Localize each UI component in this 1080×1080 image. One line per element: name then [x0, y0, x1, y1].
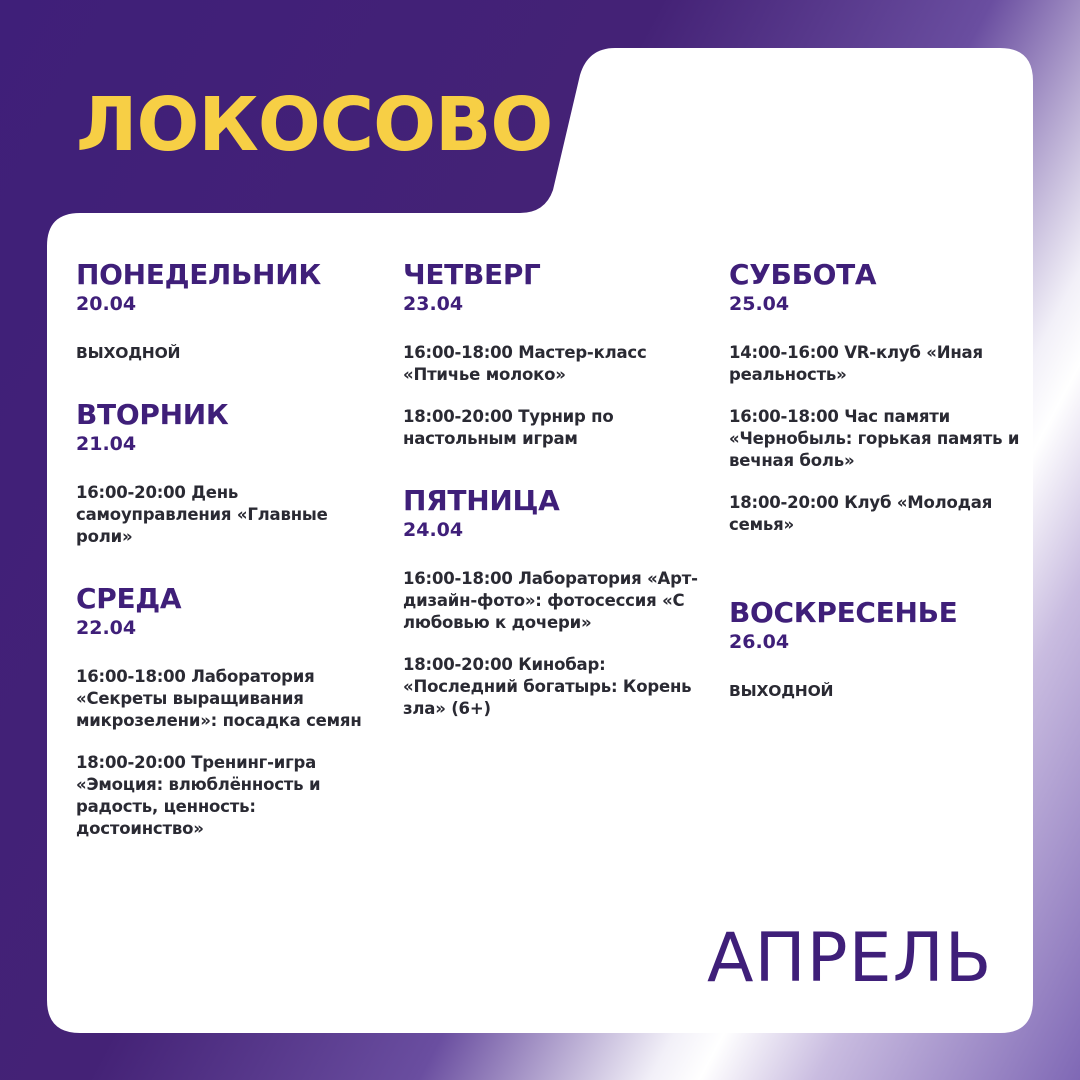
event-item: 16:00-18:00 Лаборатория «Секреты выращивания микрозелени»: посадка семян — [76, 667, 362, 730]
event-item: 14:00-16:00 VR-клуб «Иная реальность» — [729, 343, 983, 384]
event-item: 18:00-20:00 Клуб «Молодая семья» — [729, 493, 993, 534]
day-off-label: ВЫХОДНОЙ — [76, 344, 181, 362]
event-item: 18:00-20:00 Кинобар: «Последний богатырь: Корень зла» (6+) — [403, 655, 692, 718]
schedule-column-1 — [76, 258, 376, 874]
day-date: 26.04 — [729, 631, 790, 653]
day-date: 25.04 — [729, 293, 790, 315]
day-saturday — [729, 258, 1029, 536]
day-name: СРЕДА — [76, 582, 182, 615]
event-item: 18:00-20:00 Турнир по настольным играм — [403, 407, 614, 448]
day-name: ВТОРНИК — [76, 398, 229, 431]
day-date: 20.04 — [76, 293, 137, 315]
event-item: 16:00-18:00 Лаборатория «Арт-дизайн-фото»: фотосессия «С любовью к дочери» — [403, 569, 698, 632]
month-label: АПРЕЛЬ — [707, 919, 993, 998]
event-item: 16:00-20:00 День самоуправления «Главные роли» — [76, 483, 328, 546]
day-name: ЧЕТВЕРГ — [403, 258, 541, 291]
schedule-column-2 — [403, 258, 703, 754]
day-friday — [403, 484, 703, 720]
day-thursday — [403, 258, 703, 450]
day-name: СУББОТА — [729, 258, 877, 291]
event-item: 16:00-18:00 Мастер-класс «Птичье молоко» — [403, 343, 647, 384]
day-date: 23.04 — [403, 293, 464, 315]
day-date: 21.04 — [76, 433, 137, 455]
day-name: ПЯТНИЦА — [403, 484, 560, 517]
day-name: ПОНЕДЕЛЬНИК — [76, 258, 321, 291]
day-monday — [76, 258, 376, 364]
day-date: 24.04 — [403, 519, 464, 541]
day-wednesday — [76, 582, 376, 840]
day-tuesday — [76, 398, 376, 548]
day-sunday — [729, 596, 1029, 702]
event-item: 16:00-18:00 Час памяти «Чернобыль: горькая память и вечная боль» — [729, 407, 1020, 470]
page-title: ЛОКОСОВО — [76, 82, 553, 168]
day-name: ВОСКРЕСЕНЬЕ — [729, 596, 958, 629]
day-date: 22.04 — [76, 617, 137, 639]
day-off-label: ВЫХОДНОЙ — [729, 682, 834, 700]
schedule-column-3 — [729, 258, 1029, 736]
event-item: 18:00-20:00 Тренинг-игра «Эмоция: влюблённость и радость, ценность: достоинство» — [76, 753, 321, 838]
